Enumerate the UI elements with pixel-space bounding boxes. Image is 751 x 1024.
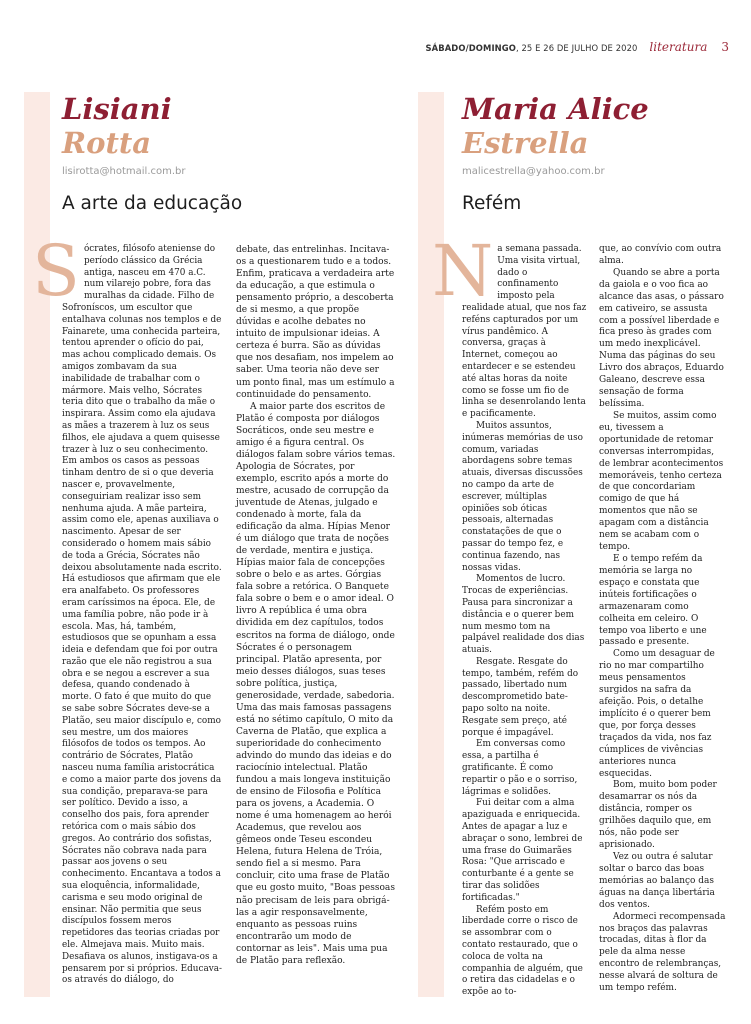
left-paragraph: A maior parte dos escritos de Platão é composta por diálogos Socráticos, onde seu mestre e amigo é a figura central. Os diálogos falam sobre vários temas. Apologia de Sócrates, por exemplo, escrito após a morte do mestre, acusado de corrupção da juventude de Atenas, julgado e condenado à morte, fala da edificação da alma. Hípias Menor é um diálogo que trata de noções de verdade, mentira e justiça. Hípias maior fala de concepções sobre o belo e as artes. Górgias fala sobre a retórica. O Banquete fala sobre o bem e o amor ideal. O livro A república é uma obra dividida em dez capítulos, todos escritos na forma de diálogo, onde Sócrates é o personagem principal. Platão apresenta, por meio desses diálogos, suas teses sobre política, justiça, generosidade, verdade, sabedoria. Uma das mais famosas passagens está no sétimo capítulo, O mito da Caverna de Platão, que explica a superioridade do conhecimento advindo do mundo das ideias e do raciocínio intelectual. Platão fundou a mais longeva instituição de ensino de Filosofia e Política para os jovens, a Academia. O nome é uma homenagem ao herói Academus, que revelou aos gêmeos onde Teseu escondeu Helena, futura Helena de Tróia, sendo fiel a si mesmo. Para concluir, cito uma frase de Platão que eu gosto muito, "Boas pessoas não precisam de leis para obrigá-las a agir responsavelmente, enquanto as pessoas ruins encontrarão um modo de contornar as leis". Mais uma pua de Platão para reflexão. xyxy=(236,401,396,966)
right-paragraph: Quando se abre a porta da gaiola e o voo fica ao alcance das asas, o pássaro em cativeiro, se assusta com a possível liberdade e fica preso às grades com um medo inexplicável. Numa das páginas do seu Livro dos abraços, Eduardo Galeano, descreve essa sensação de forma belíssima. xyxy=(599,267,724,409)
page-header xyxy=(426,40,729,54)
right-article-title: Refém xyxy=(462,193,522,214)
right-accent-bar xyxy=(418,92,444,997)
page-number: 3 xyxy=(721,40,729,54)
right-byline xyxy=(462,92,649,214)
left-article-column-1 xyxy=(32,230,222,987)
right-paragraph: Fui deitar com a alma apaziguada e enriquecida. Antes de apagar a luz e abraçar o sono, lembrei de uma frase do Guimarães Rosa: "Que arriscado e conturbante é a gente se tirar das solidões fortificadas." xyxy=(462,798,583,903)
right-dropcap: N xyxy=(432,230,494,312)
left-dropcap: S xyxy=(32,230,80,312)
left-article-title: A arte da educação xyxy=(62,193,243,214)
right-author-last-name: Estrella xyxy=(462,126,589,160)
right-author-email[interactable]: malicestrella@yahoo.com.br xyxy=(462,166,605,177)
right-paragraph: Se muitos, assim como eu, tivessem a oportunidade de retomar conversas interrompidas, de lembrar acontecimentos memoráveis, tenho certeza de que concordariam comigo de que há momentos que não se apagam com a distância nem se acabam com o tempo. xyxy=(599,410,724,553)
right-article-column-2 xyxy=(599,244,726,995)
right-author-first-name: Maria Alice xyxy=(462,92,649,126)
left-byline xyxy=(62,92,242,214)
left-author-email[interactable]: lisirotta@hotmail.com.br xyxy=(62,166,186,177)
right-paragraph: Em conversas como essa, a partilha é gratificante. É como repartir o pão e o sorriso, lágrimas e solidões. xyxy=(462,739,578,797)
right-paragraph: que, ao convívio com outra alma. xyxy=(599,244,722,266)
right-paragraph: E o tempo refém da memória se larga no espaço e constata que inúteis fortificações o armazenaram como colheita em celeiro. O tempo voa liberto e une passado e presente. xyxy=(599,553,707,648)
left-paragraph: debate, das entrelinhas. Incitava-os a questionarem tudo e a todos. Enfim, praticava a verdadeira arte da educação, a que estimula o pensamento próprio, a descoberta de si mesmo, a que propõe dúvidas e acolhe debates no intuito de impulsionar ideias. A certeza é burra. São as dúvidas que nos desafiam, nos impelem ao saber. Uma teoria não deve ser um ponto final, mas um estímulo a continuidade do pensamento. xyxy=(236,245,395,400)
right-paragraph: Momentos de lucro. Trocas de experiências. Pausa para sincronizar a distância e o querer bem num mesmo tom na palpável realidade dos dias atuais. xyxy=(462,574,585,656)
right-paragraph: Como um desaguar de rio no mar compartilho meus pensamentos surgidos na safra da afeição. Pois, o detalhe implícito é o querer bem que, por força desses traçados da vida, nos faz cúmplices de vivências anteriores nunca esquecidas. xyxy=(599,649,715,779)
left-accent-bar xyxy=(24,92,50,997)
right-paragraph: Muitos assuntos, inúmeras memórias de uso comum, variadas abordagens sobre temas atuais, diversas discussões no campo da arte de escrever, múltiplas opiniões sob óticas pessoais, alternadas constatações de que o passar do tempo fez, e continua fazendo, nas nossas vidas. xyxy=(462,420,583,573)
right-article-column-1 xyxy=(432,230,587,999)
right-paragraph: a semana passada. Uma visita virtual, dado o confinamento imposto pela realidade atual, que nos faz reféns capturados por um vírus pandêmico. A conversa, graças à Internet, começou ao entardecer e se estendeu até altas horas da noite como se fosse um fio de linha se desenrolando lenta e pacificamente. xyxy=(462,244,587,420)
right-paragraph: Resgate. Resgate do tempo, também, refém do passado, libertado num descomprometido bate-papo solto na noite. Resgate sem preço, até porque é impagável. xyxy=(462,656,579,738)
left-paragraph: ócrates, filósofo ateniense do período clássico da Grécia antiga, nasceu em 470 a.C. num vilarejo pobre, fora das muralhas da cidade. Filho de Sofroníscos, um escultor que entalhava colunas nos templos e de Fainarete, uma conhecida parteira, tentou aprender o ofício do pai, mas achou complicado demais. Os amigos zombavam da sua inabilidade de trabalhar com o mármore. Mais velho, Sócrates teria dito que o trabalho da mãe o inspirara. Assim como ela ajudava as mães a trazerem à luz os seus filhos, ele ajudava a quem quisesse trazer à luz o seu conhecimento. Em ambos os casos as pessoas tinham dentro de si o que deveria nascer e, provavelmente, conseguiriam realizar isso sem nenhuma ajuda. A mãe parteira, assim como ele, apenas auxiliava o nascimento. Apesar de ser considerado o homem mais sábio de toda a Grécia, Sócrates não deixou absolutamente nada escrito. Há estudiosos que afirmam que ele era analfabeto. Os professores eram caríssimos na época. Ele, de uma família pobre, não pode ir à escola. Mas, há, também, estudiosos que se opunham a essa ideia e defendam que foi por outra razão que ele não registrou a sua obra e se negou a escrever a sua defesa, quando condenado à morte. O fato é que muito do que se sabe sobre Sócrates deve-se a Platão, seu maior discípulo e, como seu mestre, um dos maiores filósofos de todos os tempos. Ao contrário de Sócrates, Platão nasceu numa família aristocrática e como a maior parte dos jovens da sua condição, preparava-se para ser político. Devido a isso, a conselho dos pais, fora aprender retórica com o mais sábio dos gregos. Ao contrário dos sofistas, Sócrates não cobrava nada para passar aos jovens o seu conhecimento. Encantava a todos a sua eloquência, informalidade, carisma e seu modo original de ensinar. Não permitia que seus discípulos fossem meros repetidores das teorias criadas por ele. Almejava mais. Muito mais. Desafiava os alunos, instigava-os a pensarem por si próprios. Educava-os através do diálogo, do xyxy=(62,244,222,986)
issue-date: SÁBADO/DOMINGO, 25 E 26 DE JULHO DE 2020 xyxy=(425,43,638,53)
section-name: literatura xyxy=(649,40,708,54)
left-article-column-2 xyxy=(236,244,396,967)
right-paragraph: Refém posto em liberdade corre o risco de se assombrar com o contato restaurado, que o coloca de volta na companhia de alguém, que o retira das cidadelas e o expõe ao to- xyxy=(462,904,583,998)
right-paragraph: Bom, muito bom poder desamarrar os nós da distância, romper os grilhões daquilo que, em nós, não pode ser aprisionado. xyxy=(599,780,717,851)
left-author-last-name: Rotta xyxy=(62,126,152,160)
right-paragraph: Adormeci recompensada nos braços das palavras trocadas, ditas à flor da pele da alma nesse encontro de relembranças, nesse alvará de soltura de um tempo refém. xyxy=(599,911,726,994)
left-author-first-name: Lisiani xyxy=(62,92,172,126)
right-paragraph: Vez ou outra é salutar soltar o barco das boas memórias ao balanço das águas na dança libertária dos ventos. xyxy=(599,852,715,910)
